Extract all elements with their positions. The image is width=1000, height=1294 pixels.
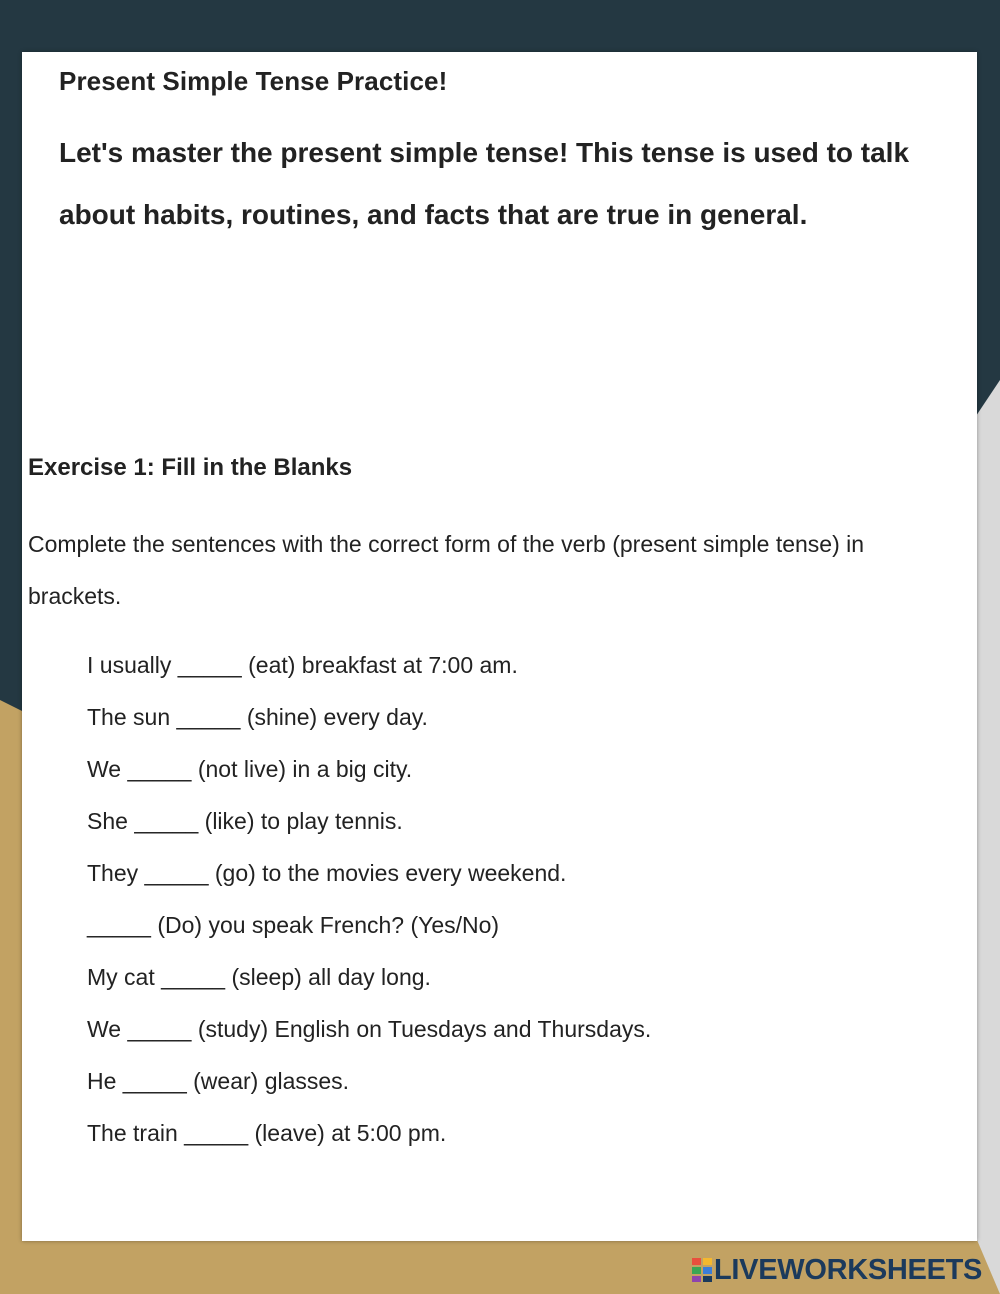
exercise-heading: Exercise 1: Fill in the Blanks [28,454,353,481]
item-sentence: The sun _____ (shine) every day. [87,704,428,730]
item-sentence: My cat _____ (sleep) all day long. [87,964,431,990]
exercise-instructions: Complete the sentences with the correct form of the verb (present simple tense) in brackets. [28,531,865,609]
intro-paragraph: Let's master the present simple tense! This tense is used to talk about habits, routines, and facts that are true in general. [59,137,910,230]
item-sentence: The train _____ (leave) at 5:00 pm. [87,1120,447,1146]
item-sentence: We _____ (not live) in a big city. [87,756,413,782]
item-sentence: He _____ (wear) glasses. [87,1068,350,1094]
liveworksheets-logo[interactable] [692,1254,982,1286]
item-sentence: We _____ (study) English on Tuesdays and Thursdays. [87,1016,652,1042]
liveworksheets-logo-icon [692,1258,712,1282]
worksheet-title: Present Simple Tense Practice! [59,66,448,96]
item-sentence: She _____ (like) to play tennis. [87,808,403,834]
item-sentence: They _____ (go) to the movies every weekend. [87,860,567,886]
worksheet-page [22,52,977,1241]
item-sentence: I usually _____ (eat) breakfast at 7:00 am. [87,652,518,678]
liveworksheets-logo-text: LIVEWORKSHEETS [714,1253,983,1286]
item-sentence: _____ (Do) you speak French? (Yes/No) [87,912,500,938]
